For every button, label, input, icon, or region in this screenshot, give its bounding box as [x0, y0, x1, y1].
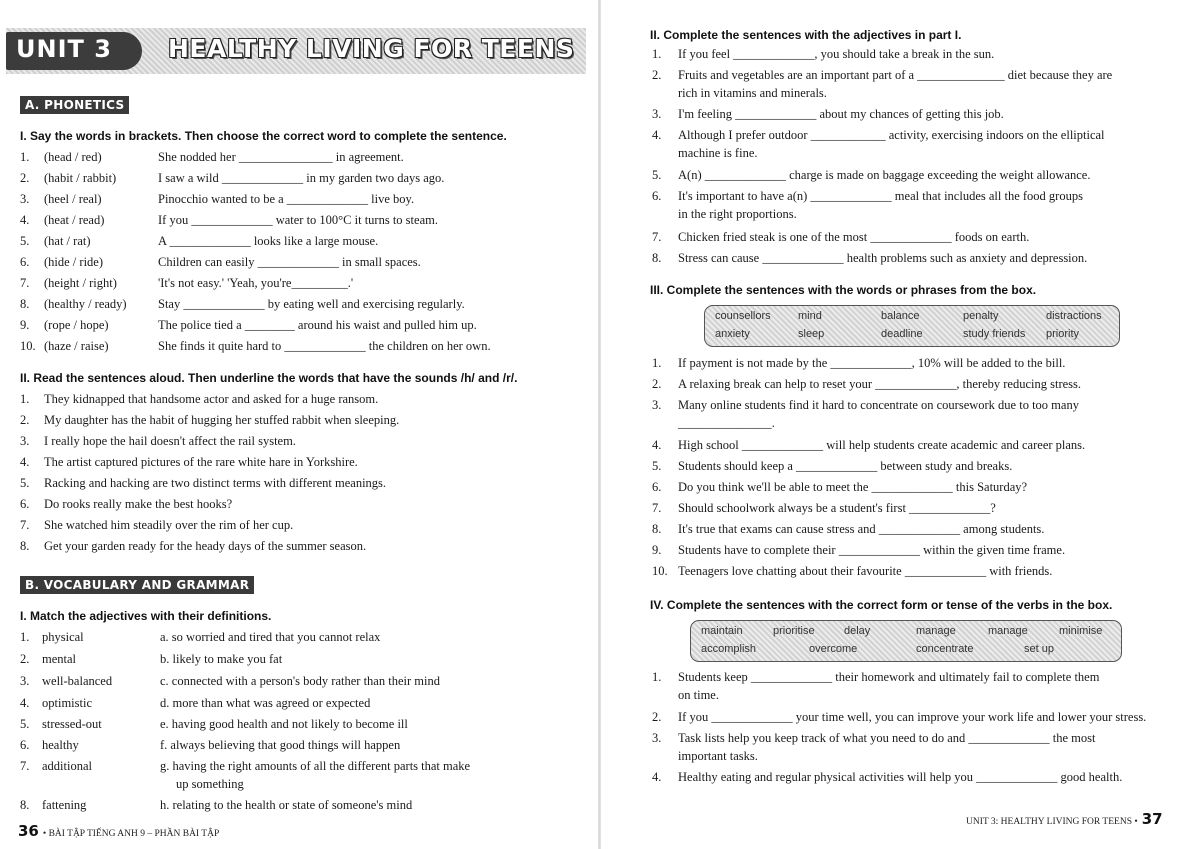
unit-title: HEALTHY LIVING FOR TEENS: [168, 34, 575, 63]
item-number: 7.: [20, 759, 30, 773]
item-number: 6.: [20, 738, 30, 752]
item-number: 4.: [20, 696, 30, 710]
box-word: manage: [988, 625, 1028, 637]
adjective: stressed-out: [42, 717, 102, 731]
box-word: concentrate: [916, 643, 974, 655]
exercise-instruction: II. Complete the sentences with the adjectives in part I.: [650, 28, 962, 42]
item-sentence: Stress can cause _____________ health problems such as anxiety and depression.: [678, 251, 1088, 265]
item-sentence: If you _____________ your time well, you can improve your work life and lower your stress.: [678, 710, 1147, 724]
item-number: 7.: [20, 276, 30, 290]
item-sentence: Students keep _____________ their homework and ultimately fail to complete them: [678, 670, 1100, 684]
item-sentence: A relaxing break can help to reset your _____________, thereby reducing stress.: [678, 377, 1082, 391]
item-number: 8.: [20, 297, 30, 311]
item-sentence: If you _____________ water to 100°C it turns to steam.: [158, 213, 438, 227]
definition: c. connected with a person's body rather than their mind: [160, 674, 440, 688]
item-number: 1.: [652, 356, 662, 370]
item-sentence: I saw a wild _____________ in my garden two days ago.: [158, 171, 445, 185]
item-number: 4.: [20, 213, 30, 227]
item-sentence: Many online students find it hard to concentrate on coursework due to too many: [678, 398, 1079, 412]
item-number: 6.: [652, 189, 662, 203]
item-sentence: Chicken fried steak is one of the most _____________ foods on earth.: [678, 230, 1030, 244]
section-heading-phonetics: A. PHONETICS: [20, 96, 129, 114]
definition: f. always believing that good things will happen: [160, 738, 401, 752]
item-number: 2.: [652, 68, 662, 82]
item-number: 9.: [20, 318, 30, 332]
box-word: counsellors: [715, 310, 771, 322]
item-sentence: Do you think we'll be able to meet the _____________ this Saturday?: [678, 480, 1028, 494]
item-sentence: She finds it quite hard to _____________ the children on her own.: [158, 339, 491, 353]
item-sentence: Children can easily _____________ in small spaces.: [158, 255, 421, 269]
footer-right: [966, 810, 1163, 829]
item-sentence: Should schoolwork always be a student's first _____________?: [678, 501, 996, 515]
item-number: 1.: [20, 630, 30, 644]
bracket-words: (habit / rabbit): [44, 171, 117, 185]
item-number: 5.: [652, 168, 662, 182]
item-number: 10.: [20, 339, 36, 353]
item-number: 4.: [652, 770, 662, 784]
definition: h. relating to the health or state of someone's mind: [160, 798, 413, 812]
box-word: overcome: [809, 643, 858, 655]
bracket-words: (hat / rat): [44, 234, 91, 248]
exercise-instruction: IV. Complete the sentences with the correct form or tense of the verbs in the box.: [650, 598, 1113, 612]
item-sentence-continued: important tasks.: [678, 749, 758, 763]
item-sentence: High school _____________ will help students create academic and career plans.: [678, 438, 1086, 452]
item-number: 10.: [652, 564, 668, 578]
item-number: 3.: [20, 192, 30, 206]
definition: d. more than what was agreed or expected: [160, 696, 371, 710]
item-sentence: Do rooks really make the best hooks?: [44, 497, 233, 511]
item-number: 2.: [20, 171, 30, 185]
item-number: 8.: [20, 539, 30, 553]
item-sentence: I really hope the hail doesn't affect the rail system.: [44, 434, 296, 448]
item-sentence: She watched him steadily over the rim of her cup.: [44, 518, 294, 532]
item-sentence-continued: on time.: [678, 688, 719, 702]
bracket-words: (heat / read): [44, 213, 105, 227]
box-word: delay: [844, 625, 871, 637]
item-number: 1.: [652, 670, 662, 684]
bracket-words: (height / right): [44, 276, 117, 290]
bracket-words: (hide / ride): [44, 255, 104, 269]
bracket-words: (haze / raise): [44, 339, 109, 353]
item-number: 5.: [20, 476, 30, 490]
definition: e. having good health and not likely to become ill: [160, 717, 408, 731]
item-number: 9.: [652, 543, 662, 557]
item-sentence-continued: _______________.: [678, 416, 775, 430]
bracket-words: (heel / real): [44, 192, 102, 206]
page-number: 37: [1141, 810, 1163, 828]
footer-title: • BÀI TẬP TIẾNG ANH 9 – PHẦN BÀI TẬP: [42, 829, 220, 839]
adjective: well-balanced: [42, 674, 113, 688]
adjective: additional: [42, 759, 92, 773]
item-sentence: Teenagers love chatting about their favourite _____________ with friends.: [678, 564, 1053, 578]
item-sentence: 'It's not easy.' 'Yeah, you're_________.': [158, 276, 354, 290]
item-sentence-continued: machine is fine.: [678, 146, 758, 160]
item-sentence: If payment is not made by the _____________, 10% will be added to the bill.: [678, 356, 1066, 370]
page-number: 36: [18, 822, 39, 840]
exercise-instruction: I. Say the words in brackets. Then choose the correct word to complete the sentence.: [20, 129, 507, 143]
item-number: 5.: [20, 234, 30, 248]
box-word: distractions: [1046, 310, 1102, 322]
box-word: priority: [1046, 328, 1080, 340]
item-number: 2.: [652, 377, 662, 391]
item-number: 6.: [652, 480, 662, 494]
definition: a. so worried and tired that you cannot relax: [160, 630, 381, 644]
box-word: mind: [798, 310, 822, 322]
item-number: 5.: [652, 459, 662, 473]
box-word: set up: [1024, 643, 1054, 655]
item-sentence: Pinocchio wanted to be a _____________ live boy.: [158, 192, 415, 206]
unit-label: UNIT 3: [16, 35, 112, 63]
bracket-words: (rope / hope): [44, 318, 109, 332]
item-number: 2.: [20, 652, 30, 666]
item-number: 4.: [20, 455, 30, 469]
item-number: 8.: [652, 522, 662, 536]
item-sentence: My daughter has the habit of hugging her stuffed rabbit when sleeping.: [44, 413, 400, 427]
word-box: [704, 305, 1120, 347]
item-number: 1.: [20, 392, 30, 406]
adjective: healthy: [42, 738, 79, 752]
bracket-words: (healthy / ready): [44, 297, 127, 311]
bracket-words: (head / red): [44, 150, 102, 164]
exercise-instruction: II. Read the sentences aloud. Then underline the words that have the sounds /h/ and /r/.: [20, 371, 518, 385]
item-number: 2.: [652, 710, 662, 724]
adjective: physical: [42, 630, 84, 644]
box-word: study friends: [963, 328, 1026, 340]
definition-continued: up something: [176, 777, 244, 791]
box-word: sleep: [798, 328, 825, 340]
item-sentence: Students have to complete their _____________ within the given time frame.: [678, 543, 1066, 557]
item-number: 3.: [652, 731, 662, 745]
item-sentence: A _____________ looks like a large mouse.: [158, 234, 379, 248]
box-word: penalty: [963, 310, 999, 322]
item-sentence: The police tied a ________ around his waist and pulled him up.: [158, 318, 477, 332]
box-word: maintain: [701, 625, 743, 637]
item-sentence: The artist captured pictures of the rare white hare in Yorkshire.: [44, 455, 358, 469]
item-number: 3.: [20, 674, 30, 688]
item-number: 3.: [20, 434, 30, 448]
box-word: manage: [916, 625, 956, 637]
item-number: 1.: [652, 47, 662, 61]
footer-title: UNIT 3: HEALTHY LIVING FOR TEENS •: [966, 817, 1138, 827]
adjective: fattening: [42, 798, 87, 812]
item-sentence: A(n) _____________ charge is made on baggage exceeding the weight allowance.: [678, 168, 1091, 182]
item-sentence: Healthy eating and regular physical activities will help you _____________ good health.: [678, 770, 1123, 784]
item-sentence: If you feel _____________, you should take a break in the sun.: [678, 47, 995, 61]
section-heading-vocabulary: B. VOCABULARY AND GRAMMAR: [20, 576, 254, 594]
box-word: anxiety: [715, 328, 750, 340]
item-sentence: Although I prefer outdoor ____________ activity, exercising indoors on the elliptical: [678, 128, 1105, 142]
item-number: 6.: [20, 497, 30, 511]
item-number: 2.: [20, 413, 30, 427]
item-number: 3.: [652, 107, 662, 121]
item-number: 4.: [652, 128, 662, 142]
definition: g. having the right amounts of all the different parts that make: [160, 759, 471, 773]
box-word: accomplish: [701, 643, 757, 655]
box-word: balance: [881, 310, 920, 322]
item-sentence: Stay _____________ by eating well and exercising regularly.: [158, 297, 465, 311]
item-sentence-continued: in the right proportions.: [678, 207, 797, 221]
item-number: 6.: [20, 255, 30, 269]
item-number: 1.: [20, 150, 30, 164]
item-number: 8.: [652, 251, 662, 265]
item-number: 7.: [20, 518, 30, 532]
item-number: 8.: [20, 798, 30, 812]
item-sentence: Racking and hacking are two distinct terms with different meanings.: [44, 476, 387, 490]
exercise-instruction: I. Match the adjectives with their definitions.: [20, 609, 272, 623]
item-sentence: Task lists help you keep track of what you need to do and _____________ the most: [678, 731, 1096, 745]
unit-banner: [6, 28, 586, 74]
box-word: minimise: [1059, 625, 1103, 637]
item-number: 7.: [652, 230, 662, 244]
item-number: 5.: [20, 717, 30, 731]
item-sentence: Students should keep a _____________ between study and breaks.: [678, 459, 1013, 473]
item-sentence: Get your garden ready for the heady days of the summer season.: [44, 539, 367, 553]
item-number: 4.: [652, 438, 662, 452]
item-sentence-continued: rich in vitamins and minerals.: [678, 86, 827, 100]
exercise-instruction: III. Complete the sentences with the words or phrases from the box.: [650, 283, 1037, 297]
box-word: deadline: [881, 328, 923, 340]
item-sentence: I'm feeling _____________ about my chances of getting this job.: [678, 107, 1004, 121]
right-page: [600, 0, 1200, 849]
item-sentence: They kidnapped that handsome actor and asked for a huge ransom.: [44, 392, 379, 406]
adjective: mental: [42, 652, 77, 666]
footer-left: [18, 822, 219, 841]
adjective: optimistic: [42, 696, 92, 710]
item-number: 3.: [652, 398, 662, 412]
item-sentence: She nodded her _______________ in agreement.: [158, 150, 404, 164]
item-sentence: It's true that exams can cause stress and _____________ among students.: [678, 522, 1045, 536]
box-word: prioritise: [773, 625, 815, 637]
item-number: 7.: [652, 501, 662, 515]
item-sentence: Fruits and vegetables are an important part of a ______________ diet because they are: [678, 68, 1113, 82]
definition: b. likely to make you fat: [160, 652, 283, 666]
item-sentence: It's important to have a(n) _____________ meal that includes all the food groups: [678, 189, 1083, 203]
word-box: [690, 620, 1122, 662]
